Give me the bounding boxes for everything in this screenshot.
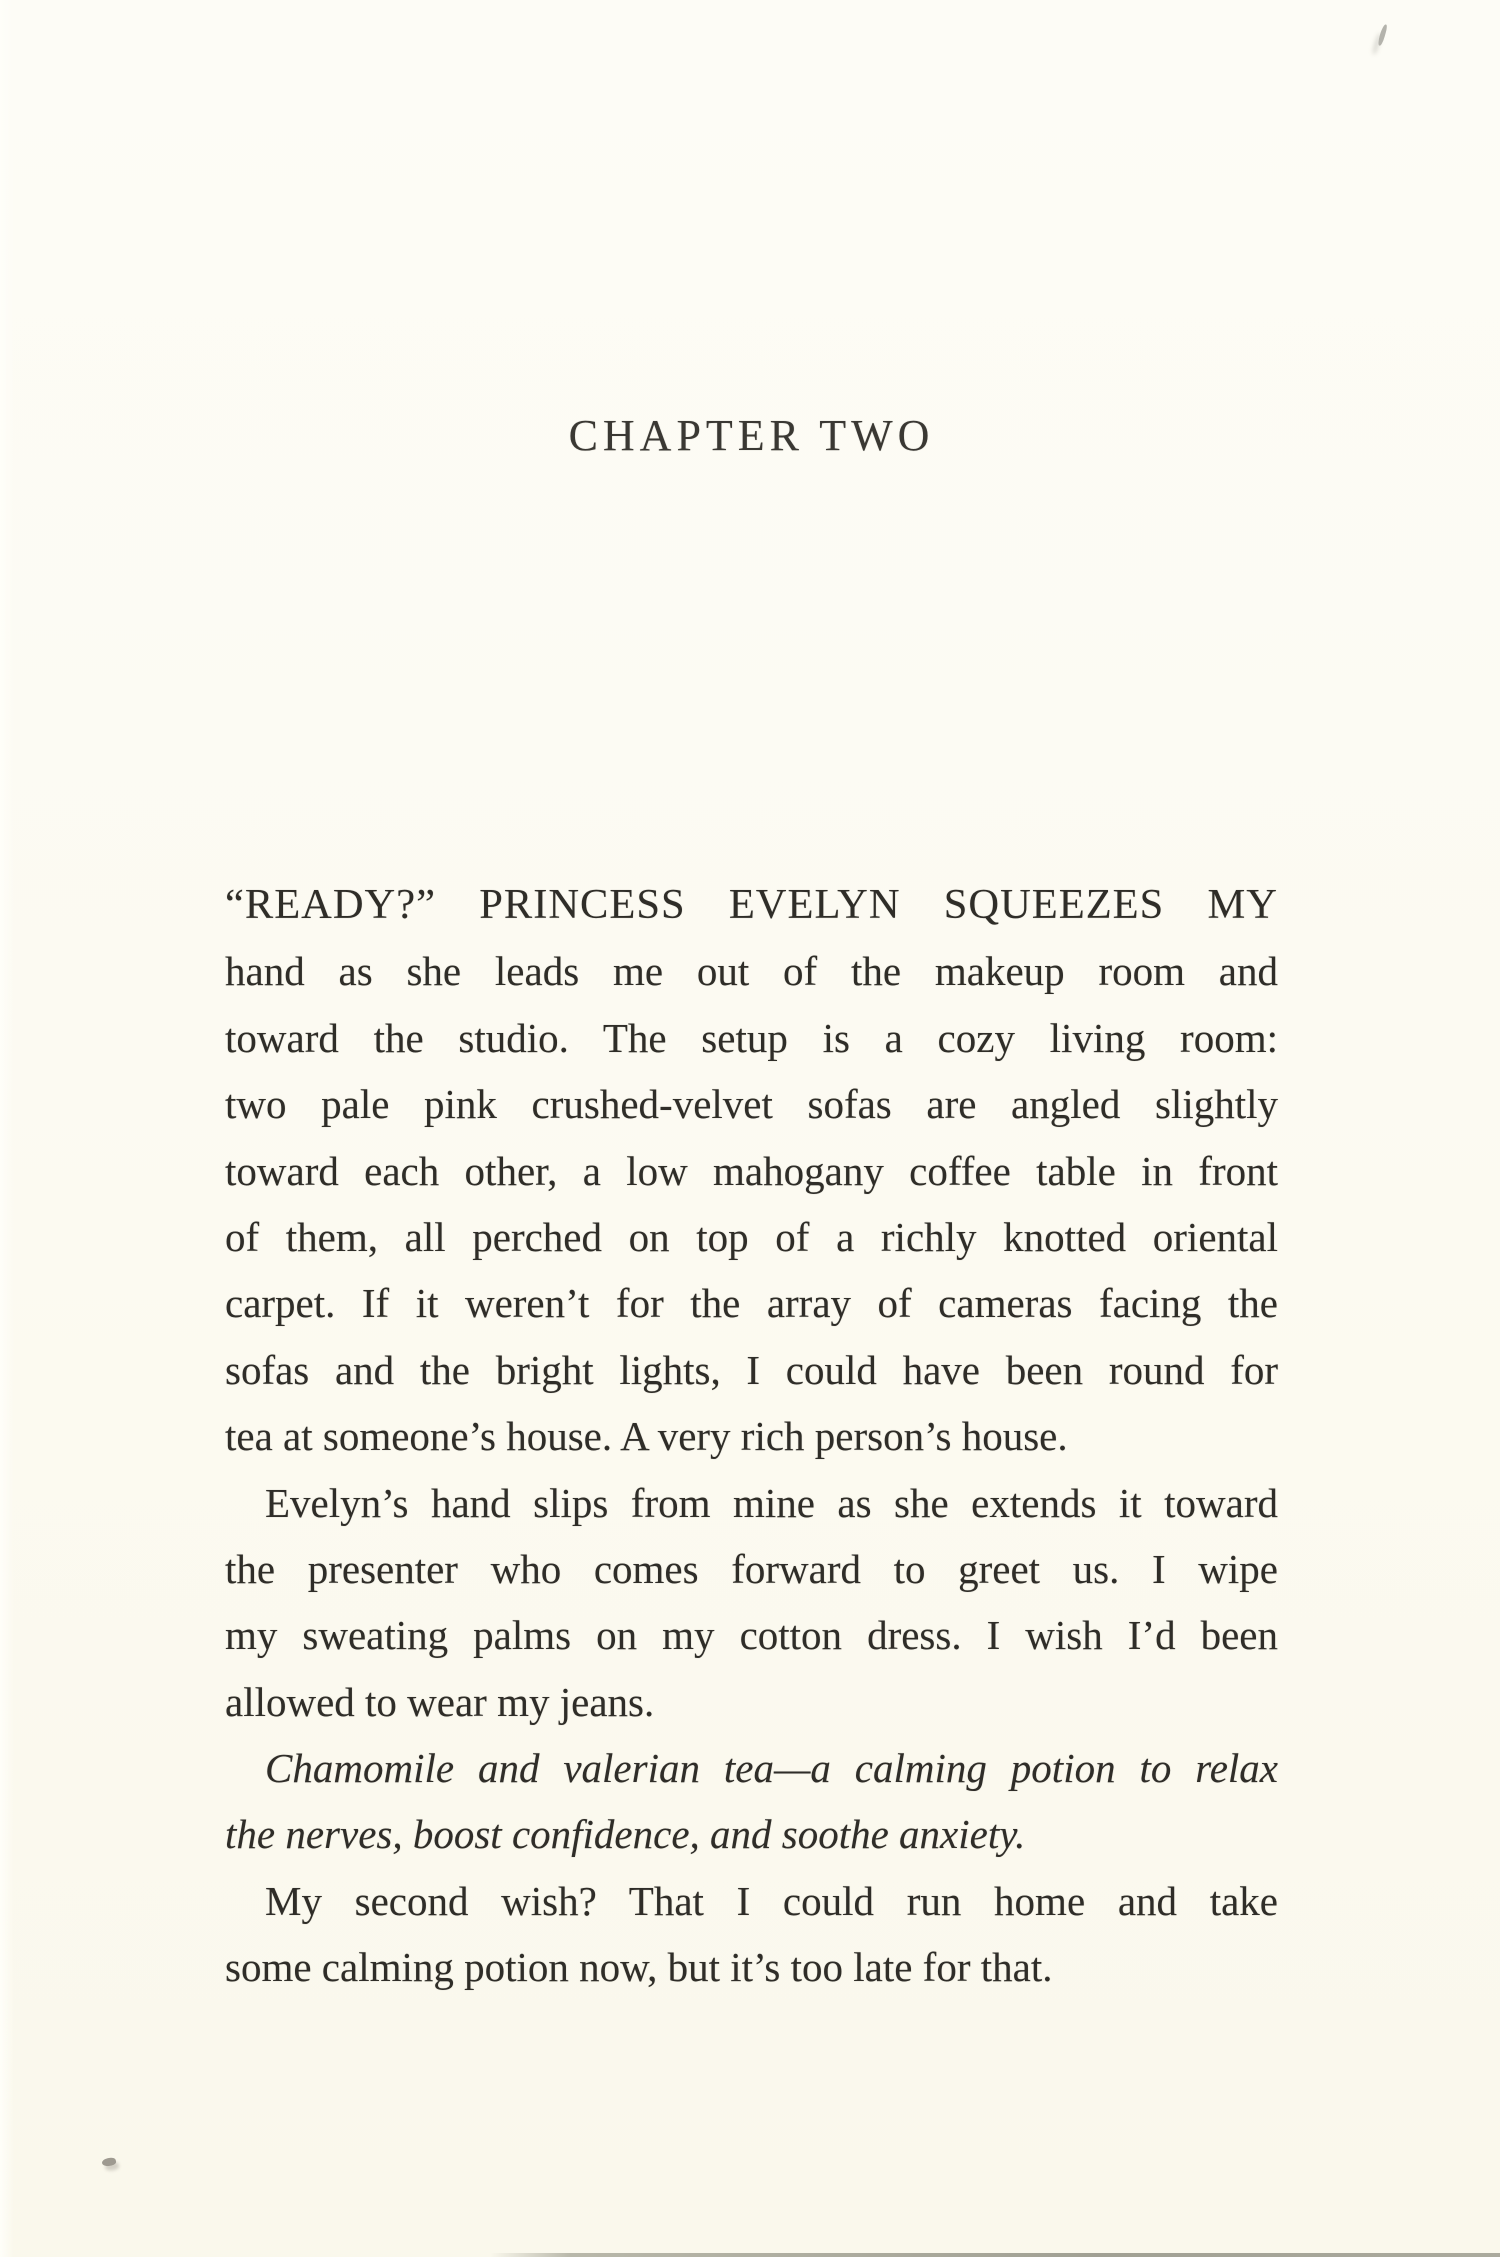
text-line: hand as she leads me out of the makeup room and: [225, 948, 1278, 995]
text-line: sofas and the bright lights, I could have been round for: [225, 1346, 1278, 1393]
text-line: Chamomile and valerian tea—a calming potion to relax: [265, 1745, 1278, 1792]
text-line: some calming potion now, but it’s too late for that.: [225, 1944, 1053, 1991]
text-line: allowed to wear my jeans.: [225, 1678, 655, 1725]
body-text: [225, 872, 1278, 2001]
scan-speck-top-right: [1377, 24, 1388, 47]
text-line: the presenter who comes forward to greet us. I wipe: [225, 1545, 1278, 1592]
text-line: “READY?” PRINCESS EVELYN SQUEEZES MY: [225, 881, 1278, 928]
page-edge-highlight: [0, 0, 14, 2257]
text-line: two pale pink crushed-velvet sofas are angled slightly: [225, 1081, 1278, 1128]
text-line: toward the studio. The setup is a cozy living room:: [225, 1014, 1278, 1061]
bottom-edge-shadow: [490, 2253, 1500, 2257]
text-line: toward each other, a low mahogany coffee table in front: [225, 1147, 1278, 1194]
text-line: my sweating palms on my cotton dress. I wish I’d been: [225, 1612, 1278, 1659]
text-line: My second wish? That I could run home and take: [265, 1877, 1278, 1924]
text-line: Evelyn’s hand slips from mine as she extends it toward: [265, 1479, 1278, 1526]
chapter-heading: CHAPTER TWO: [568, 411, 935, 460]
text-line: of them, all perched on top of a richly knotted oriental: [225, 1213, 1278, 1260]
text-line: carpet. If it weren’t for the array of cameras facing the: [225, 1280, 1278, 1327]
scan-speck-bottom-left: [101, 2157, 116, 2168]
text-line: the nerves, boost confidence, and soothe anxiety.: [225, 1811, 1026, 1858]
text-line: tea at someone’s house. A very rich person’s house.: [225, 1413, 1068, 1460]
